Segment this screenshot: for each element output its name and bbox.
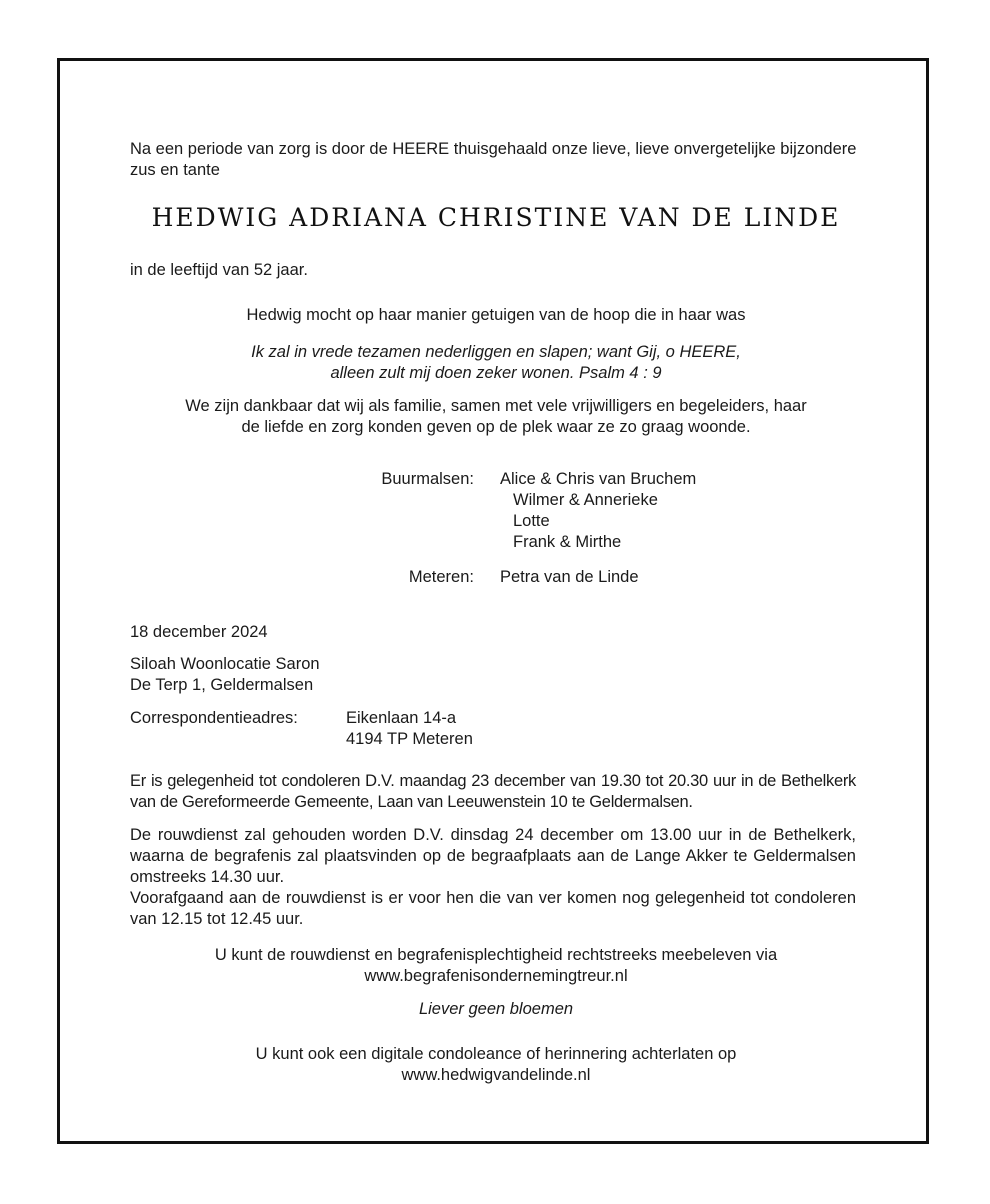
bible-verse — [80, 342, 912, 384]
notice-date: 18 december 2024 — [130, 623, 268, 641]
family-name: Petra van de Linde — [500, 568, 639, 586]
deceased-name: HEDWIG ADRIANA CHRISTINE VAN DE LINDE — [151, 203, 841, 232]
family-place: Meteren: — [408, 568, 474, 586]
verse-line-1: Ik zal in vrede tezamen nederliggen en slapen; want Gij, o HEERE, — [251, 343, 741, 361]
gratitude-line-2: de liefde en zorg konden geven op de plek waar ze zo graag woonde. — [241, 418, 751, 436]
gratitude-text — [80, 396, 912, 438]
death-notice-card — [57, 58, 929, 1144]
location — [130, 654, 870, 696]
hope-line: Hedwig mocht op haar manier getuigen van de hoop die in haar was — [246, 306, 746, 324]
correspondence-line-1: Eikenlaan 14-a — [346, 709, 457, 727]
digital-condolence-text — [80, 1044, 912, 1086]
correspondence-lines — [346, 708, 646, 750]
age-line: in de leeftijd van 52 jaar. — [130, 261, 308, 279]
livestream-text — [80, 945, 912, 987]
digital-line-1: U kunt ook een digitale condoleance of herinnering achterlaten op — [255, 1045, 737, 1063]
family-name: Wilmer & Annerieke — [513, 491, 658, 509]
family-name: Lotte — [513, 512, 550, 530]
pre-service-text: Voorafgaand aan de rouwdienst is er voor hen die van ver komen nog gelegenheid tot condoleren van 12.15 tot 12.45 uur. — [130, 889, 856, 928]
correspondence-label: Correspondentieadres: — [130, 709, 298, 727]
condolence-text: Er is gelegenheid tot condoleren D.V. maandag 23 december van 19.30 tot 20.30 uur in de Bethelkerk van de Gereformeerde Gemeente, Laan van Leeuwenstein 10 te Geldermalsen. — [130, 772, 856, 811]
no-flowers-text: Liever geen bloemen — [418, 1000, 574, 1018]
family-place: Buurmalsen: — [381, 470, 474, 488]
verse-line-2: alleen zult mij doen zeker wonen. Psalm 4 : 9 — [330, 364, 662, 382]
service-text: De rouwdienst zal gehouden worden D.V. dinsdag 24 december om 13.00 uur in de Bethelkerk, waarna de begrafenis zal plaatsvinden op de begraafplaats aan de Lange Akker te Geldermalsen omstreeks 14.30 uur. — [130, 826, 856, 886]
family-name: Frank & Mirthe — [513, 533, 622, 551]
digital-url: www.hedwigvandelinde.nl — [401, 1066, 591, 1084]
location-line-2: De Terp 1, Geldermalsen — [130, 676, 314, 694]
gratitude-line-1: We zijn dankbaar dat wij als familie, samen met vele vrijwilligers en begeleiders, haar — [185, 397, 807, 415]
intro-text: Na een periode van zorg is door de HEERE thuisgehaald onze lieve, lieve onvergetelijke bijzondere zus en tante — [130, 140, 857, 179]
livestream-url: www.begrafenisondernemingtreur.nl — [364, 967, 628, 985]
family-name: Alice & Chris van Bruchem — [500, 470, 697, 488]
location-line-1: Siloah Woonlocatie Saron — [130, 655, 320, 673]
family-names — [500, 469, 820, 553]
correspondence-line-2: 4194 TP Meteren — [346, 730, 473, 748]
livestream-line-1: U kunt de rouwdienst en begrafenisplechtigheid rechtstreeks meebeleven via — [214, 946, 778, 964]
